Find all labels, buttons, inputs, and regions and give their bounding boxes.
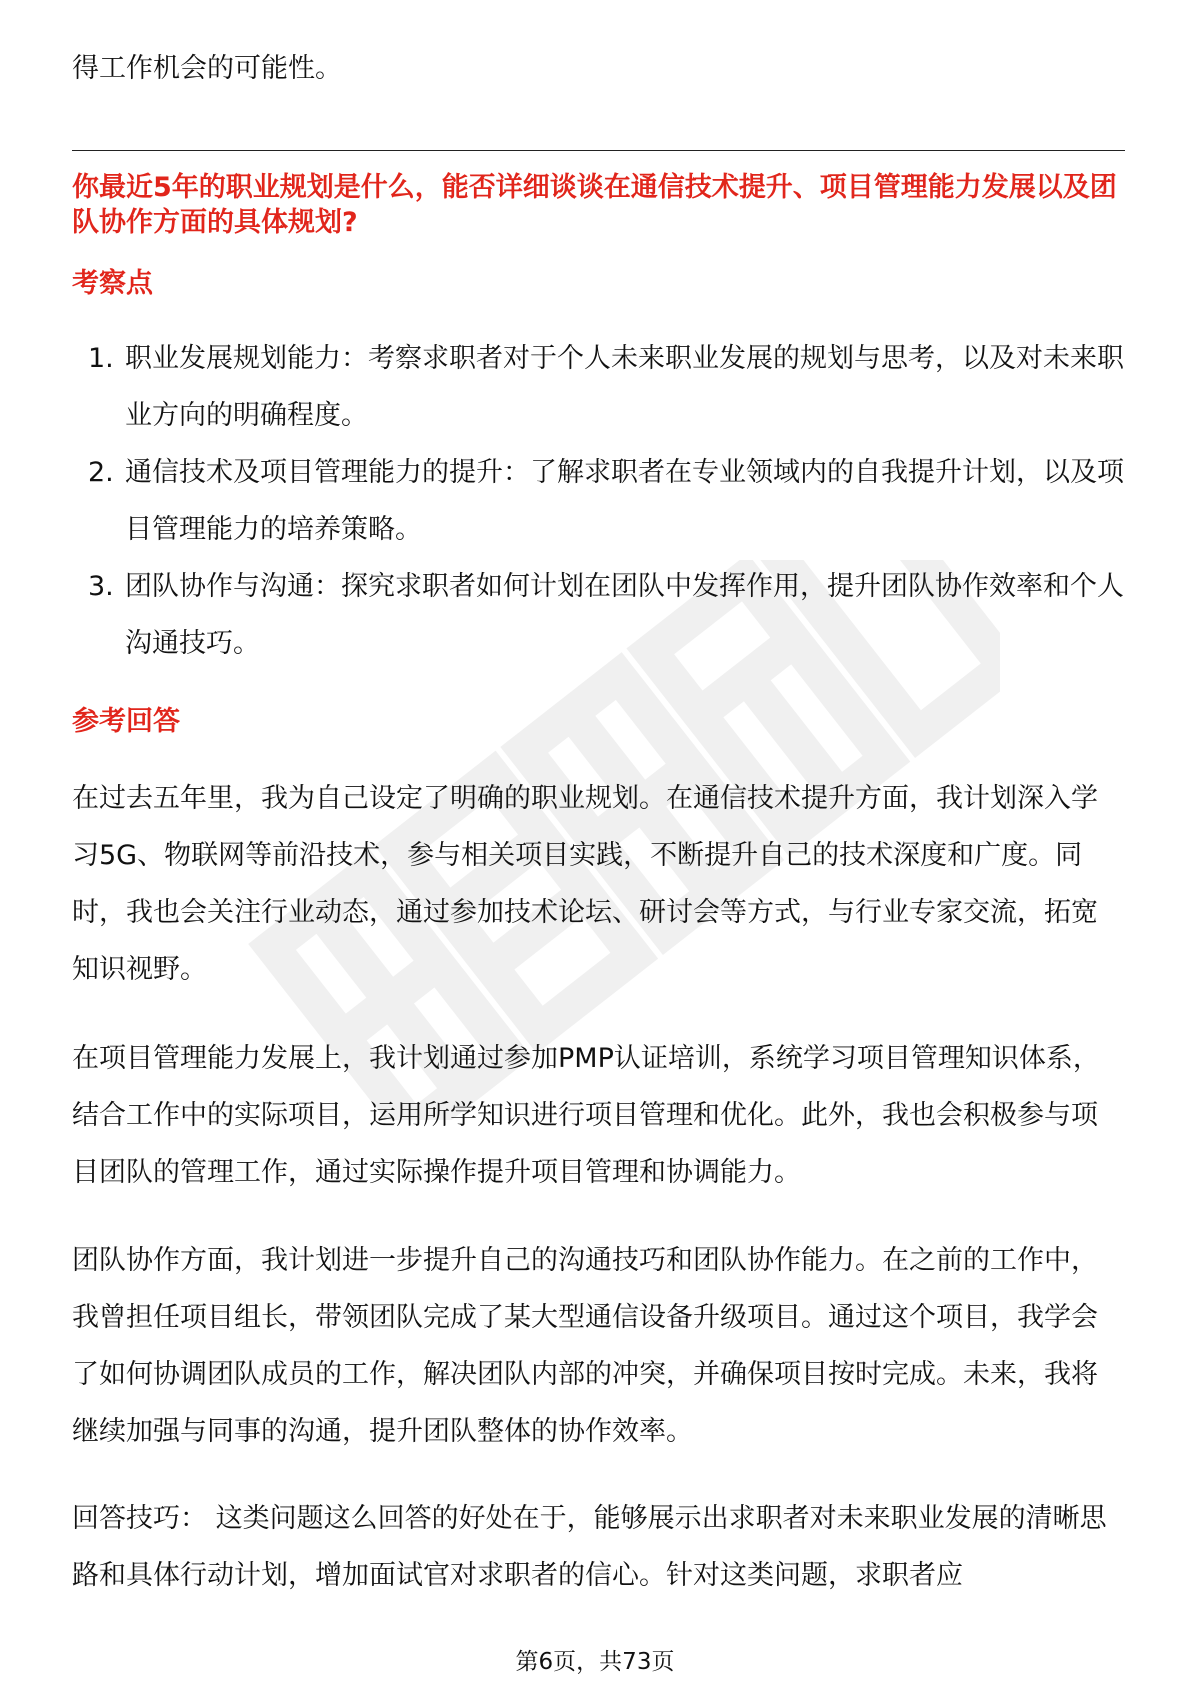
list-number: 3. (88, 571, 114, 602)
list-number: 1. (88, 343, 114, 374)
list-item (72, 558, 1132, 672)
reference-answer-title: 参考回答 (72, 706, 180, 737)
list-item-text: 通信技术及项目管理能力的提升：了解求职者在专业领域内的自我提升计划，以及项目管理能力的培养策略。 (125, 457, 1124, 545)
answer-tips-paragraph: 回答技巧： 这类问题这么回答的好处在于，能够展示出求职者对未来职业发展的清晰思路和具体行动计划，增加面试官对求职者的信心。针对这类问题，求职者应 (72, 1503, 1107, 1591)
exam-points-list (72, 330, 1132, 672)
question-heading: 你最近5年的职业规划是什么，能否详细谈谈在通信技术提升、项目管理能力发展以及团队协作方面的具体规划? (72, 172, 1117, 238)
page-number-footer: 第6页，共73页 (515, 1649, 675, 1675)
exam-points-title: 考察点 (72, 268, 153, 299)
continuation-text: 得工作机会的可能性。 (72, 53, 342, 84)
answer-paragraph: 团队协作方面，我计划进一步提升自己的沟通技巧和团队协作能力。在之前的工作中，我曾担任项目组长，带领团队完成了某大型通信设备升级项目。通过这个项目，我学会了如何协调团队成员的工作，解决团队内部的冲突，并确保项目按时完成。未来，我将继续加强与同事的沟通，提升团队整体的协作效率。 (72, 1245, 1098, 1447)
list-item (72, 444, 1132, 558)
list-item-text: 职业发展规划能力：考察求职者对于个人未来职业发展的规划与思考，以及对未来职业方向的明确程度。 (125, 343, 1124, 431)
list-number: 2. (88, 457, 114, 488)
list-item (72, 330, 1132, 444)
answer-paragraph: 在过去五年里，我为自己设定了明确的职业规划。在通信技术提升方面，我计划深入学习5G、物联网等前沿技术，参与相关项目实践，不断提升自己的技术深度和广度。同时，我也会关注行业动态，通过参加技术论坛、研讨会等方式，与行业专家交流，拓宽知识视野。 (72, 783, 1098, 985)
list-item-text: 团队协作与沟通：探究求职者如何计划在团队中发挥作用，提升团队协作效率和个人沟通技巧。 (125, 571, 1124, 659)
answer-paragraph: 在项目管理能力发展上，我计划通过参加PMP认证培训，系统学习项目管理知识体系，结合工作中的实际项目，运用所学知识进行项目管理和优化。此外，我也会积极参与项目团队的管理工作，通过实际操作提升项目管理和协调能力。 (72, 1043, 1100, 1188)
section-divider (72, 150, 1125, 151)
